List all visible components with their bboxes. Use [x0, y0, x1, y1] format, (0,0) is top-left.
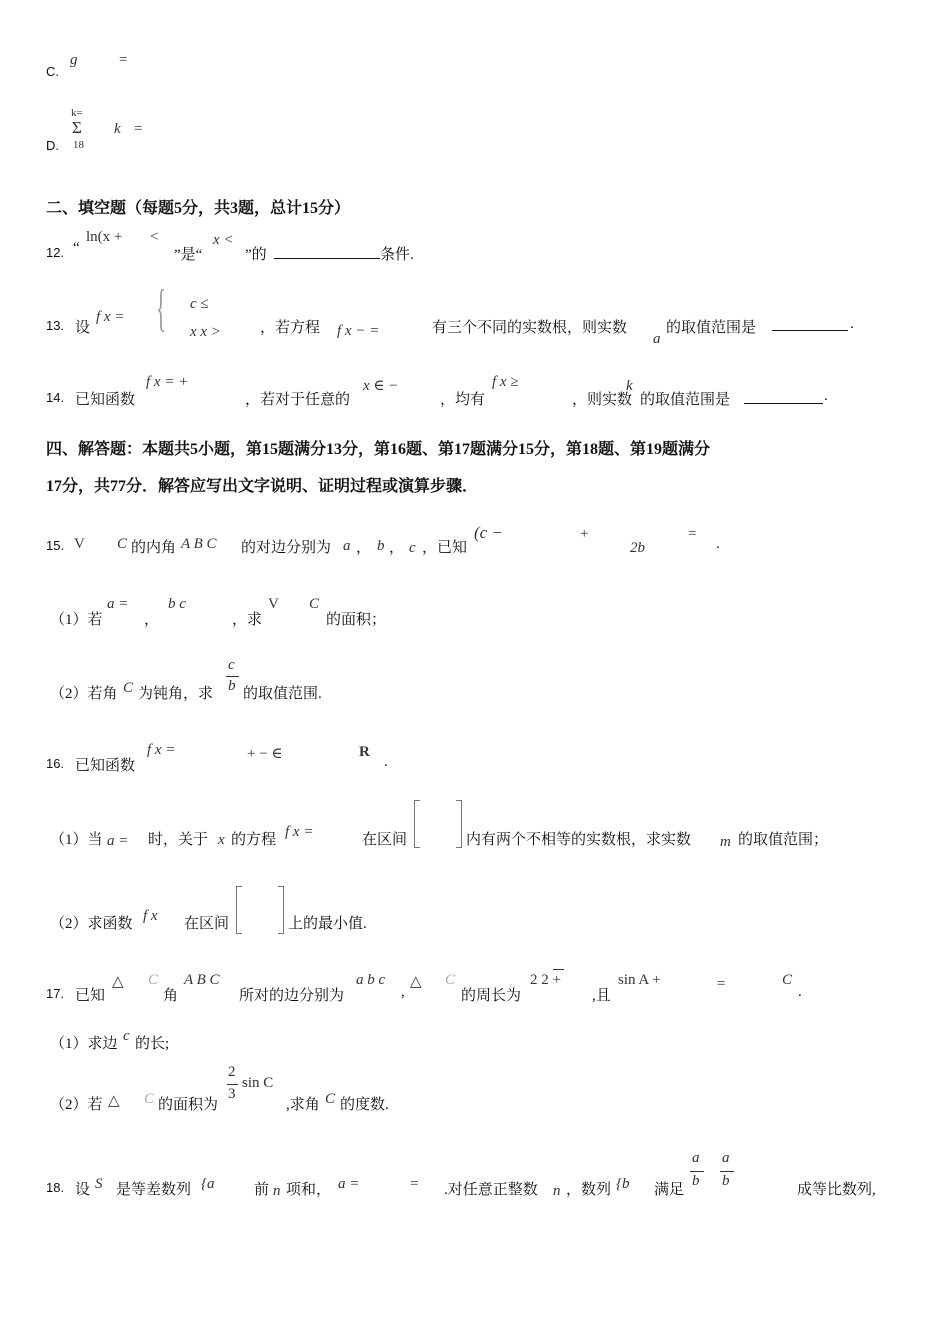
- q17-p2-C: C: [144, 1091, 155, 1107]
- q17-comma: ,: [401, 984, 405, 1000]
- q16-p1-tail: 的取值范围；: [738, 832, 829, 848]
- q17-p2-tri: △: [108, 1093, 120, 1109]
- q18-frac1-num: a: [692, 1150, 700, 1166]
- q16-end: .: [384, 754, 388, 770]
- q16-p2-label: （2）求函数: [50, 916, 133, 932]
- q17-tri1: △: [112, 974, 124, 990]
- q17-p2-den: 3: [228, 1086, 236, 1102]
- q18-frac2-den: b: [722, 1173, 730, 1189]
- q15-comma2: ，: [389, 540, 405, 556]
- q17-text5: ,且: [592, 988, 611, 1004]
- q15-C: C: [117, 536, 128, 552]
- q15-plus: +: [580, 526, 589, 542]
- q14-text2: ，若对于任意的: [245, 392, 351, 408]
- q13-equation: f x − =: [337, 323, 380, 339]
- q15-cond1: (c −: [474, 523, 503, 542]
- q12-mid: ”是“: [174, 247, 203, 263]
- q18-seq-a: {a: [201, 1176, 215, 1192]
- q16-R: R: [359, 744, 370, 760]
- section4-heading-line2: 17分，共77分．解答应写出文字说明、证明过程或演算步骤．: [46, 478, 479, 495]
- q15-p1-tri: V: [268, 596, 279, 612]
- q13-text2: ，若方程: [260, 320, 321, 336]
- q13-brace: {: [156, 280, 166, 337]
- q18-number: 18.: [46, 1180, 65, 1195]
- q15-a: a: [343, 538, 351, 554]
- q14-text5: 的取值范围是: [640, 392, 731, 408]
- q14-end: .: [824, 388, 828, 404]
- section4-heading-line1: 四、解答题：本题共5小题，第15题满分13分，第16题、第17题满分15分，第18题、第19题满分: [46, 441, 711, 458]
- q18-text3: 前: [254, 1182, 270, 1198]
- q17-p2-end: 的度数.: [340, 1097, 389, 1113]
- q16-p2-text: 在区间: [184, 916, 230, 932]
- q15-p1-text: ，求: [232, 612, 263, 628]
- q16-p1-label: （1）当: [50, 832, 103, 848]
- q17-sqrt-bar: [553, 969, 564, 970]
- q17-C2: C: [445, 972, 456, 988]
- q14-answer-blank[interactable]: [744, 389, 823, 404]
- q16-text1: 已知函数: [75, 758, 136, 774]
- option-d-sum-bottom: 18: [73, 139, 84, 151]
- q17-C3: C: [782, 972, 793, 988]
- q15-denom: 2b: [630, 540, 645, 556]
- q17-C1: C: [148, 972, 159, 988]
- q18-text2: 是等差数列: [116, 1182, 192, 1198]
- q16-p1-m: m: [720, 834, 731, 850]
- q16-p1-eq: f x =: [285, 824, 314, 840]
- q17-p2-text: 的面积为: [158, 1097, 219, 1113]
- q15-p1-label: （1）若: [50, 612, 103, 628]
- option-c-g: g: [70, 52, 78, 68]
- q18-n2: n: [553, 1183, 561, 1199]
- q15-p1-comma: ，: [144, 612, 160, 628]
- q15-p2-C: C: [123, 680, 134, 696]
- q15-p1-bc: b c: [168, 596, 186, 612]
- q12-number: 12.: [46, 245, 65, 260]
- q18-eq2: =: [410, 1176, 419, 1192]
- q17-abc: A B C: [184, 972, 220, 988]
- q12-tail: 条件.: [380, 247, 414, 263]
- q17-end: .: [798, 984, 802, 1000]
- q16-p1-text1: 时，关于: [148, 832, 209, 848]
- q16-p1-a: a =: [107, 833, 129, 849]
- q18-a-eq: a =: [338, 1176, 360, 1192]
- q15-text2: 的对边分别为: [241, 540, 332, 556]
- q15-abc: A B C: [181, 536, 217, 552]
- q17-p1-tail: 的长;: [135, 1036, 170, 1052]
- q14-text1: 已知函数: [75, 392, 136, 408]
- q18-text5: .对任意正整数: [444, 1182, 538, 1198]
- q18-text8: 成等比数列,: [797, 1182, 876, 1198]
- option-d-label: D.: [46, 138, 59, 153]
- q16-p1-x: x: [218, 832, 225, 848]
- q17-text2: 角: [163, 988, 179, 1004]
- q13-case1: c ≤: [190, 296, 209, 312]
- q15-p2-den: b: [228, 678, 236, 694]
- q18-n: n: [273, 1183, 281, 1199]
- q17-p1-c: c: [123, 1028, 130, 1044]
- option-d-eq: =: [134, 121, 143, 137]
- q16-number: 16.: [46, 756, 65, 771]
- q12-ln: ln(x +: [86, 229, 123, 245]
- q16-p2-interval-left: [236, 886, 242, 934]
- q13-case2: x x >: [190, 324, 221, 340]
- q17-p2-sin: sin C: [242, 1075, 274, 1091]
- q15-text1: 的内角: [131, 540, 177, 556]
- q13-number: 13.: [46, 318, 65, 333]
- q14-x-in: x ∈ −: [363, 378, 399, 394]
- q16-p2-f: f x: [143, 908, 158, 924]
- q18-S: S: [95, 1176, 103, 1192]
- q18-text4: 项和，: [286, 1182, 332, 1198]
- option-d-sum-top: k=: [71, 107, 83, 119]
- q16-p2-tail: 上的最小值.: [288, 916, 367, 932]
- q13-text4: 的取值范围是: [666, 320, 757, 336]
- option-c-eq: =: [119, 52, 128, 68]
- q17-p1-label: （1）求边: [50, 1036, 118, 1052]
- q16-p1-text2: 的方程: [231, 832, 277, 848]
- q17-p2-label: （2）若: [50, 1097, 103, 1113]
- q12-x-lt: x <: [213, 232, 234, 248]
- q16-rest: + − ∈: [247, 746, 283, 762]
- q17-eq: =: [717, 976, 726, 992]
- q13-text3: 有三个不同的实数根，则实数: [432, 320, 628, 336]
- q17-p2-C2: C: [325, 1091, 336, 1107]
- q12-answer-blank[interactable]: [274, 244, 380, 259]
- q16-fdef: f x =: [147, 742, 176, 758]
- q16-p1-text3: 在区间: [362, 832, 408, 848]
- q14-fdef: f x = +: [146, 374, 189, 390]
- q17-abc-lower: a b c: [356, 972, 386, 988]
- q15-p2-label: （2）若角: [50, 686, 118, 702]
- q18-seq-b: {b: [616, 1176, 630, 1192]
- q12-after: ”的: [245, 247, 267, 263]
- q17-sinA: sin A +: [618, 972, 661, 988]
- q15-p1-tail: 的面积；: [326, 612, 387, 628]
- q16-p1-text4: 内有两个不相等的实数根，求实数: [466, 832, 692, 848]
- option-d-sum-symbol: Σ: [72, 118, 82, 137]
- q13-text1: 设: [75, 320, 91, 336]
- q17-p2-tail: ,求角: [286, 1097, 320, 1113]
- q17-perim: 2 2 +: [530, 972, 561, 988]
- q17-number: 17.: [46, 986, 65, 1001]
- q17-text1: 已知: [75, 988, 106, 1004]
- q17-text4: 的周长为: [461, 988, 522, 1004]
- q15-p2-tail: 的取值范围.: [243, 686, 322, 702]
- q16-p2-interval-right: [278, 886, 284, 934]
- q15-comma1: ，: [356, 540, 372, 556]
- q14-text3: ，均有: [440, 392, 486, 408]
- q15-end: .: [716, 536, 720, 552]
- q15-c: c: [409, 540, 416, 556]
- q18-text6: ，数列: [566, 1182, 612, 1198]
- q13-end: .: [850, 316, 854, 332]
- q14-fge: f x ≥: [492, 374, 519, 390]
- q15-tri: V: [74, 536, 85, 552]
- q13-answer-blank[interactable]: [772, 316, 848, 331]
- q15-p2-text: 为钝角，求: [138, 686, 214, 702]
- q15-p1-C: C: [309, 596, 320, 612]
- q18-frac2-num: a: [722, 1150, 730, 1166]
- q15-text3: ，已知: [422, 540, 468, 556]
- q14-text4: ，则实数: [572, 392, 633, 408]
- option-c-label: C.: [46, 64, 59, 79]
- q17-text3: 所对的边分别为: [239, 988, 345, 1004]
- q15-eq: =: [688, 526, 697, 542]
- q18-text1: 设: [75, 1182, 91, 1198]
- q15-b: b: [377, 538, 385, 554]
- q13-fx: f x =: [96, 309, 125, 325]
- section2-heading: 二、填空题（每题5分，共3题，总计15分）: [46, 200, 351, 217]
- q14-var-k: k: [626, 378, 633, 394]
- q15-p2-num: c: [228, 657, 235, 673]
- q14-number: 14.: [46, 390, 65, 405]
- q16-p1-interval-right: [456, 800, 462, 848]
- q17-p2-num: 2: [228, 1064, 236, 1080]
- q15-p1-a: a =: [107, 596, 129, 612]
- q12-quote-open: “: [73, 240, 80, 256]
- q18-text7: 满足: [654, 1182, 685, 1198]
- q17-tri2: △: [410, 974, 422, 990]
- q16-p1-interval-left: [414, 800, 420, 848]
- q12-lt: <: [150, 229, 159, 245]
- option-d-k: k: [114, 121, 121, 137]
- q18-frac1-den: b: [692, 1173, 700, 1189]
- q13-var-a: a: [653, 331, 661, 347]
- q15-number: 15.: [46, 538, 65, 553]
